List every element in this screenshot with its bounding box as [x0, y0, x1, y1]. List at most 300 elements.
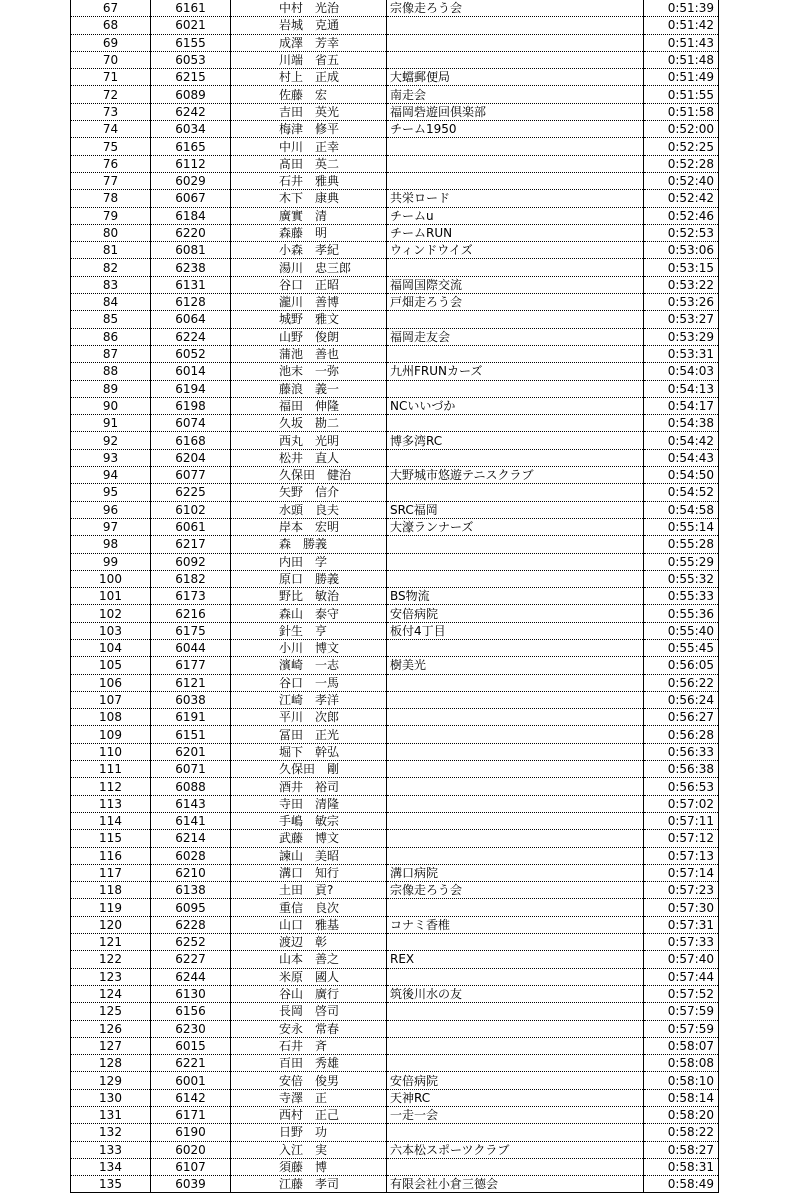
bib-number-cell: 6028 [151, 847, 231, 864]
table-row [71, 743, 719, 760]
bib-number-cell: 6156 [151, 1003, 231, 1020]
runner-name-cell: 寺田 清隆 [231, 795, 387, 812]
rank-cell: 125 [71, 1003, 151, 1020]
bib-number-cell: 6165 [151, 138, 231, 155]
bib-number-cell: 6252 [151, 934, 231, 951]
bib-number-cell: 6230 [151, 1020, 231, 1037]
team-name-cell: 宗像走ろう会 [387, 0, 644, 17]
bib-number-cell: 6138 [151, 882, 231, 899]
finish-time-cell: 0:54:50 [644, 467, 719, 484]
finish-time-cell: 0:53:29 [644, 328, 719, 345]
rank-cell: 129 [71, 1072, 151, 1089]
runner-name-cell: 谷口 一馬 [231, 674, 387, 691]
finish-time-cell: 0:57:13 [644, 847, 719, 864]
finish-time-cell: 0:57:23 [644, 882, 719, 899]
runner-name-cell: 川端 省五 [231, 51, 387, 68]
table-row [71, 311, 719, 328]
runner-name-cell: 中村 光治 [231, 0, 387, 17]
team-name-cell [387, 34, 644, 51]
rank-cell: 80 [71, 224, 151, 241]
rank-cell: 71 [71, 69, 151, 86]
team-name-cell: 博多湾RC [387, 432, 644, 449]
finish-time-cell: 0:56:22 [644, 674, 719, 691]
rank-cell: 76 [71, 155, 151, 172]
finish-time-cell: 0:57:40 [644, 951, 719, 968]
runner-name-cell: 谷山 廣行 [231, 985, 387, 1002]
finish-time-cell: 0:58:20 [644, 1107, 719, 1124]
rank-cell: 119 [71, 899, 151, 916]
rank-cell: 122 [71, 951, 151, 968]
table-row [71, 916, 719, 933]
finish-time-cell: 0:58:49 [644, 1176, 719, 1193]
table-row [71, 397, 719, 414]
team-name-cell [387, 743, 644, 760]
team-name-cell [387, 449, 644, 466]
finish-time-cell: 0:58:27 [644, 1141, 719, 1158]
table-row [71, 951, 719, 968]
finish-time-cell: 0:51:39 [644, 0, 719, 17]
finish-time-cell: 0:55:32 [644, 570, 719, 587]
runner-name-cell: 石井 斉 [231, 1037, 387, 1054]
team-name-cell [387, 795, 644, 812]
bib-number-cell: 6130 [151, 985, 231, 1002]
rank-cell: 108 [71, 709, 151, 726]
team-name-cell: 福岡走友会 [387, 328, 644, 345]
bib-number-cell: 6214 [151, 830, 231, 847]
table-row [71, 1055, 719, 1072]
runner-name-cell: 平川 次郎 [231, 709, 387, 726]
table-row [71, 190, 719, 207]
table-row [71, 449, 719, 466]
table-row [71, 795, 719, 812]
runner-name-cell: 寺澤 正 [231, 1089, 387, 1106]
finish-time-cell: 0:52:40 [644, 172, 719, 189]
team-name-cell: 大蟷郵便局 [387, 69, 644, 86]
table-row [71, 985, 719, 1002]
rank-cell: 82 [71, 259, 151, 276]
bib-number-cell: 6095 [151, 899, 231, 916]
runner-name-cell: 蒲池 善也 [231, 345, 387, 362]
finish-time-cell: 0:58:31 [644, 1158, 719, 1175]
bib-number-cell: 6128 [151, 294, 231, 311]
team-name-cell: 戸畑走ろう会 [387, 294, 644, 311]
team-name-cell: 共栄ロード [387, 190, 644, 207]
finish-time-cell: 0:54:03 [644, 363, 719, 380]
finish-time-cell: 0:57:30 [644, 899, 719, 916]
table-row [71, 588, 719, 605]
bib-number-cell: 6177 [151, 657, 231, 674]
bib-number-cell: 6182 [151, 570, 231, 587]
table-row [71, 501, 719, 518]
team-name-cell [387, 691, 644, 708]
bib-number-cell: 6067 [151, 190, 231, 207]
bib-number-cell: 6175 [151, 622, 231, 639]
table-row [71, 536, 719, 553]
bib-number-cell: 6227 [151, 951, 231, 968]
finish-time-cell: 0:58:07 [644, 1037, 719, 1054]
bib-number-cell: 6168 [151, 432, 231, 449]
finish-time-cell: 0:57:31 [644, 916, 719, 933]
team-name-cell [387, 709, 644, 726]
rank-cell: 120 [71, 916, 151, 933]
bib-number-cell: 6131 [151, 276, 231, 293]
finish-time-cell: 0:58:08 [644, 1055, 719, 1072]
team-name-cell [387, 1124, 644, 1141]
team-name-cell [387, 847, 644, 864]
rank-cell: 70 [71, 51, 151, 68]
finish-time-cell: 0:57:12 [644, 830, 719, 847]
rank-cell: 106 [71, 674, 151, 691]
runner-name-cell: 原口 勝義 [231, 570, 387, 587]
bib-number-cell: 6210 [151, 864, 231, 881]
bib-number-cell: 6074 [151, 415, 231, 432]
runner-name-cell: 久保田 剛 [231, 761, 387, 778]
finish-time-cell: 0:58:22 [644, 1124, 719, 1141]
finish-time-cell: 0:57:59 [644, 1003, 719, 1020]
finish-time-cell: 0:52:42 [644, 190, 719, 207]
finish-time-cell: 0:55:36 [644, 605, 719, 622]
team-name-cell [387, 17, 644, 34]
bib-number-cell: 6221 [151, 1055, 231, 1072]
table-row [71, 103, 719, 120]
table-row [71, 1141, 719, 1158]
bib-number-cell: 6039 [151, 1176, 231, 1193]
finish-time-cell: 0:57:44 [644, 968, 719, 985]
finish-time-cell: 0:52:53 [644, 224, 719, 241]
results-table [70, 0, 719, 1193]
runner-name-cell: 山口 雅基 [231, 916, 387, 933]
runner-name-cell: 江崎 孝洋 [231, 691, 387, 708]
runner-name-cell: 手嶋 敏宗 [231, 812, 387, 829]
team-name-cell [387, 812, 644, 829]
team-name-cell: 安倍病院 [387, 605, 644, 622]
table-row [71, 1176, 719, 1193]
bib-number-cell: 6171 [151, 1107, 231, 1124]
bib-number-cell: 6242 [151, 103, 231, 120]
finish-time-cell: 0:54:42 [644, 432, 719, 449]
rank-cell: 72 [71, 86, 151, 103]
team-name-cell [387, 1003, 644, 1020]
rank-cell: 84 [71, 294, 151, 311]
runner-name-cell: 小森 孝紀 [231, 242, 387, 259]
runner-name-cell: 須藤 博 [231, 1158, 387, 1175]
runner-name-cell: 山野 俊朗 [231, 328, 387, 345]
bib-number-cell: 6034 [151, 121, 231, 138]
bib-number-cell: 6143 [151, 795, 231, 812]
runner-name-cell: 村上 正成 [231, 69, 387, 86]
rank-cell: 88 [71, 363, 151, 380]
team-name-cell [387, 1055, 644, 1072]
table-row [71, 0, 719, 17]
table-row [71, 1003, 719, 1020]
bib-number-cell: 6198 [151, 397, 231, 414]
table-row [71, 172, 719, 189]
team-name-cell: 一走一会 [387, 1107, 644, 1124]
bib-number-cell: 6155 [151, 34, 231, 51]
rank-cell: 83 [71, 276, 151, 293]
team-name-cell: 樹美光 [387, 657, 644, 674]
runner-name-cell: 湯川 忠三郎 [231, 259, 387, 276]
runner-name-cell: 岸本 宏明 [231, 518, 387, 535]
bib-number-cell: 6107 [151, 1158, 231, 1175]
runner-name-cell: 土田 貢? [231, 882, 387, 899]
team-name-cell [387, 761, 644, 778]
bib-number-cell: 6190 [151, 1124, 231, 1141]
finish-time-cell: 0:56:38 [644, 761, 719, 778]
finish-time-cell: 0:53:26 [644, 294, 719, 311]
runner-name-cell: 瀧川 善博 [231, 294, 387, 311]
team-name-cell [387, 259, 644, 276]
rank-cell: 131 [71, 1107, 151, 1124]
bib-number-cell: 6071 [151, 761, 231, 778]
team-name-cell: コナミ香椎 [387, 916, 644, 933]
team-name-cell [387, 830, 644, 847]
runner-name-cell: 入江 実 [231, 1141, 387, 1158]
rank-cell: 109 [71, 726, 151, 743]
bib-number-cell: 6217 [151, 536, 231, 553]
finish-time-cell: 0:55:33 [644, 588, 719, 605]
team-name-cell [387, 899, 644, 916]
team-name-cell [387, 415, 644, 432]
bib-number-cell: 6092 [151, 553, 231, 570]
team-name-cell: SRC福岡 [387, 501, 644, 518]
runner-name-cell: 森山 泰守 [231, 605, 387, 622]
table-row [71, 934, 719, 951]
bib-number-cell: 6151 [151, 726, 231, 743]
finish-time-cell: 0:54:52 [644, 484, 719, 501]
table-row [71, 518, 719, 535]
bib-number-cell: 6053 [151, 51, 231, 68]
finish-time-cell: 0:56:33 [644, 743, 719, 760]
results-body [71, 0, 719, 1193]
finish-time-cell: 0:51:49 [644, 69, 719, 86]
table-row [71, 224, 719, 241]
bib-number-cell: 6061 [151, 518, 231, 535]
rank-cell: 85 [71, 311, 151, 328]
runner-name-cell: 西丸 光明 [231, 432, 387, 449]
finish-time-cell: 0:55:29 [644, 553, 719, 570]
finish-time-cell: 0:56:28 [644, 726, 719, 743]
runner-name-cell: 重信 良次 [231, 899, 387, 916]
runner-name-cell: 森 勝義 [231, 536, 387, 553]
table-row [71, 415, 719, 432]
finish-time-cell: 0:51:55 [644, 86, 719, 103]
runner-name-cell: 江藤 孝司 [231, 1176, 387, 1193]
team-name-cell [387, 311, 644, 328]
table-row [71, 847, 719, 864]
runner-name-cell: 佐藤 宏 [231, 86, 387, 103]
finish-time-cell: 0:57:11 [644, 812, 719, 829]
rank-cell: 74 [71, 121, 151, 138]
finish-time-cell: 0:53:27 [644, 311, 719, 328]
runner-name-cell: 髙田 英二 [231, 155, 387, 172]
team-name-cell [387, 778, 644, 795]
runner-name-cell: 久坂 勘二 [231, 415, 387, 432]
runner-name-cell: 廣實 清 [231, 207, 387, 224]
rank-cell: 135 [71, 1176, 151, 1193]
bib-number-cell: 6081 [151, 242, 231, 259]
runner-name-cell: 小川 博文 [231, 639, 387, 656]
table-row [71, 1020, 719, 1037]
bib-number-cell: 6141 [151, 812, 231, 829]
team-name-cell: 大濠ランナーズ [387, 518, 644, 535]
runner-name-cell: 米原 國人 [231, 968, 387, 985]
rank-cell: 78 [71, 190, 151, 207]
table-row [71, 294, 719, 311]
team-name-cell: 南走会 [387, 86, 644, 103]
rank-cell: 95 [71, 484, 151, 501]
runner-name-cell: 安倍 俊男 [231, 1072, 387, 1089]
bib-number-cell: 6224 [151, 328, 231, 345]
table-row [71, 484, 719, 501]
rank-cell: 105 [71, 657, 151, 674]
runner-name-cell: 酒井 裕司 [231, 778, 387, 795]
rank-cell: 93 [71, 449, 151, 466]
team-name-cell [387, 726, 644, 743]
bib-number-cell: 6001 [151, 1072, 231, 1089]
bib-number-cell: 6216 [151, 605, 231, 622]
bib-number-cell: 6191 [151, 709, 231, 726]
bib-number-cell: 6121 [151, 674, 231, 691]
team-name-cell: REX [387, 951, 644, 968]
table-row [71, 17, 719, 34]
team-name-cell: NCいいづか [387, 397, 644, 414]
team-name-cell [387, 536, 644, 553]
runner-name-cell: 山本 善之 [231, 951, 387, 968]
rank-cell: 67 [71, 0, 151, 17]
bib-number-cell: 6161 [151, 0, 231, 17]
bib-number-cell: 6088 [151, 778, 231, 795]
finish-time-cell: 0:55:28 [644, 536, 719, 553]
team-name-cell [387, 570, 644, 587]
team-name-cell [387, 1037, 644, 1054]
team-name-cell [387, 155, 644, 172]
team-name-cell [387, 1158, 644, 1175]
finish-time-cell: 0:58:10 [644, 1072, 719, 1089]
table-row [71, 1107, 719, 1124]
bib-number-cell: 6102 [151, 501, 231, 518]
finish-time-cell: 0:54:58 [644, 501, 719, 518]
rank-cell: 99 [71, 553, 151, 570]
finish-time-cell: 0:56:24 [644, 691, 719, 708]
runner-name-cell: 石井 雅典 [231, 172, 387, 189]
runner-name-cell: 谷口 正昭 [231, 276, 387, 293]
rank-cell: 116 [71, 847, 151, 864]
rank-cell: 100 [71, 570, 151, 587]
rank-cell: 111 [71, 761, 151, 778]
team-name-cell: 福岡国際交流 [387, 276, 644, 293]
runner-name-cell: 長岡 啓司 [231, 1003, 387, 1020]
table-row [71, 380, 719, 397]
rank-cell: 134 [71, 1158, 151, 1175]
table-row [71, 207, 719, 224]
table-row [71, 345, 719, 362]
team-name-cell [387, 674, 644, 691]
table-row [71, 570, 719, 587]
runner-name-cell: 針生 亨 [231, 622, 387, 639]
team-name-cell: 大野城市悠遊テニスクラブ [387, 467, 644, 484]
bib-number-cell: 6021 [151, 17, 231, 34]
finish-time-cell: 0:58:14 [644, 1089, 719, 1106]
team-name-cell: 九州FRUNカーズ [387, 363, 644, 380]
runner-name-cell: 池末 一弥 [231, 363, 387, 380]
runner-name-cell: 矢野 信介 [231, 484, 387, 501]
rank-cell: 69 [71, 34, 151, 51]
table-row [71, 86, 719, 103]
bib-number-cell: 6194 [151, 380, 231, 397]
team-name-cell [387, 968, 644, 985]
finish-time-cell: 0:54:13 [644, 380, 719, 397]
team-name-cell: 溝口病院 [387, 864, 644, 881]
table-row [71, 51, 719, 68]
runner-name-cell: 武藤 博文 [231, 830, 387, 847]
rank-cell: 96 [71, 501, 151, 518]
finish-time-cell: 0:56:53 [644, 778, 719, 795]
table-row [71, 1124, 719, 1141]
bib-number-cell: 6014 [151, 363, 231, 380]
rank-cell: 81 [71, 242, 151, 259]
bib-number-cell: 6173 [151, 588, 231, 605]
finish-time-cell: 0:52:00 [644, 121, 719, 138]
team-name-cell: ウィンドウイズ [387, 242, 644, 259]
rank-cell: 126 [71, 1020, 151, 1037]
runner-name-cell: 冨田 正光 [231, 726, 387, 743]
table-row [71, 276, 719, 293]
table-row [71, 830, 719, 847]
rank-cell: 101 [71, 588, 151, 605]
team-name-cell: 安倍病院 [387, 1072, 644, 1089]
finish-time-cell: 0:57:02 [644, 795, 719, 812]
rank-cell: 92 [71, 432, 151, 449]
rank-cell: 104 [71, 639, 151, 656]
rank-cell: 127 [71, 1037, 151, 1054]
team-name-cell: 有限会社小倉三德会 [387, 1176, 644, 1193]
rank-cell: 130 [71, 1089, 151, 1106]
team-name-cell [387, 172, 644, 189]
table-row [71, 864, 719, 881]
runner-name-cell: 水頭 良夫 [231, 501, 387, 518]
bib-number-cell: 6225 [151, 484, 231, 501]
runner-name-cell: 木下 康典 [231, 190, 387, 207]
rank-cell: 89 [71, 380, 151, 397]
table-row [71, 761, 719, 778]
rank-cell: 73 [71, 103, 151, 120]
table-row [71, 138, 719, 155]
rank-cell: 121 [71, 934, 151, 951]
bib-number-cell: 6228 [151, 916, 231, 933]
rank-cell: 90 [71, 397, 151, 414]
table-row [71, 882, 719, 899]
finish-time-cell: 0:53:31 [644, 345, 719, 362]
runner-name-cell: 西村 正己 [231, 1107, 387, 1124]
finish-time-cell: 0:55:14 [644, 518, 719, 535]
runner-name-cell: 百田 秀雄 [231, 1055, 387, 1072]
table-row [71, 657, 719, 674]
finish-time-cell: 0:56:27 [644, 709, 719, 726]
finish-time-cell: 0:52:28 [644, 155, 719, 172]
finish-time-cell: 0:57:14 [644, 864, 719, 881]
rank-cell: 103 [71, 622, 151, 639]
table-row [71, 121, 719, 138]
table-row [71, 553, 719, 570]
rank-cell: 128 [71, 1055, 151, 1072]
finish-time-cell: 0:53:22 [644, 276, 719, 293]
rank-cell: 114 [71, 812, 151, 829]
team-name-cell: チーム1950 [387, 121, 644, 138]
bib-number-cell: 6044 [151, 639, 231, 656]
team-name-cell [387, 934, 644, 951]
bib-number-cell: 6201 [151, 743, 231, 760]
